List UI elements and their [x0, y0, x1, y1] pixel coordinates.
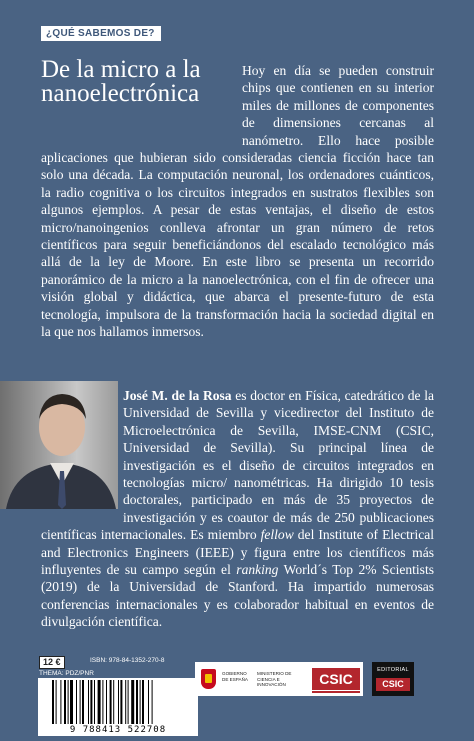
author-bio-ranking: ranking: [236, 562, 279, 578]
barcode-bar: [80, 680, 81, 724]
title-line-1: De la micro a la: [41, 56, 201, 83]
barcode: [38, 678, 198, 736]
barcode-bar: [90, 680, 92, 724]
barcode-bar: [102, 680, 103, 724]
barcode-bar: [64, 680, 66, 724]
barcode-bar: [56, 680, 57, 724]
author-name: José M. de la Rosa: [123, 388, 232, 403]
barcode-bar: [125, 680, 126, 724]
barcode-bar: [113, 680, 114, 724]
price-tag: 12 €: [39, 656, 65, 669]
barcode-bar: [148, 680, 149, 724]
barcode-bar: [94, 680, 95, 724]
author-bio-part-2: del Institute of Electrical and Electronics Engineers (IEEE) y figura entre los científicos más influyentes de su campo según el: [41, 527, 434, 578]
spain-coat-of-arms-icon: [201, 669, 216, 689]
barcode-bar: [70, 680, 73, 724]
barcode-bar: [140, 680, 141, 724]
author-bio-part-3: World´s Top 2% Scientists (2019) de la Universidad de Stanford. Ha impartido numerosas conferencias internacionales y es colaborador habitual en eventos de divulgación científica.: [41, 562, 434, 630]
barcode-bar: [68, 680, 69, 724]
barcode-bar: [106, 680, 107, 724]
author-bio-part-1: es doctor en Física, catedrático de la Universidad de Sevilla y vicedirector del Instituto de Microelectrónica de Sevilla, IMSE-CNM (CSIC, Universidad de Sevilla). Su principal línea de investigación es el diseño de circuitos integrados en tecnologías micro/ nanométricas. Ha dirigido 10 tesis doctorales, participado en más de 35 proyectos de investigación y es coautor de más de 250 publicaciones científicas internacionales. Es miembro: [41, 388, 434, 543]
barcode-bar: [76, 680, 77, 724]
barcode-bar: [52, 680, 54, 724]
barcode-digits: 9 788413 522708: [69, 725, 167, 735]
editorial-label: EDITORIAL: [377, 667, 409, 673]
title-line-2: nanoelectrónica: [41, 80, 200, 107]
barcode-bar: [120, 680, 122, 724]
series-label: ¿QUÉ SABEMOS DE?: [41, 26, 161, 41]
publisher-logos: [195, 662, 363, 696]
author-bio-fellow: fellow: [260, 527, 294, 543]
barcode-bars-icon: [52, 680, 184, 724]
isbn-text: ISBN: 978-84-1352-270-8: [90, 657, 165, 664]
ministerio-label: MINISTERIO DE CIENCIA E INNOVACIÓN: [257, 671, 292, 687]
barcode-bar: [82, 680, 84, 724]
book-description: [41, 62, 434, 341]
barcode-bar: [118, 680, 119, 724]
barcode-bar: [142, 680, 144, 724]
barcode-bar: [110, 680, 112, 724]
author-bio: [41, 387, 434, 631]
editorial-csic-mark: CSIC: [376, 678, 410, 691]
csic-underline: [312, 691, 360, 693]
barcode-bar: [131, 680, 134, 724]
gobierno-label: GOBIERNO DE ESPAÑA: [222, 671, 248, 682]
barcode-bar: [128, 680, 129, 724]
description-text: Hoy en día se pueden construir chips que contienen en su interior miles de millones de componentes de dimensiones cercanas al nanómetro. Ello hace posible aplicaciones que hubieran sido consideradas ciencia ficción hace tan solo una década. La computación neuronal, los ordenadores cuánticos, la radio cognitiva o los circuitos integrados en sustratos flexibles son algunos ejemplos. A pesar de estas ventajas, el diseño de estos micro/nanoingenios conlleva afrontar un gran número de retos científicos para seguir beneficiándonos del escalado tecnológico más allá de la ley de Moore. En este libro se presenta un recorrido panorámico de la micro a la nanoelectrónica, con el fin de ofrecer una visión global y didáctica, que abarca el presente-futuro de esta tecnología, impulsora de la transformación hacia la sociedad digital en la que nos hallamos inmersos.: [41, 63, 434, 340]
thema-text: THEMA: PDZ/PNR: [39, 670, 94, 677]
barcode-bar: [136, 680, 138, 724]
barcode-bar: [152, 680, 153, 724]
csic-logo: CSIC: [312, 668, 360, 690]
editorial-csic-logo: [372, 662, 414, 696]
barcode-bar: [88, 680, 89, 724]
barcode-bar: [60, 680, 61, 724]
barcode-bar: [98, 680, 101, 724]
